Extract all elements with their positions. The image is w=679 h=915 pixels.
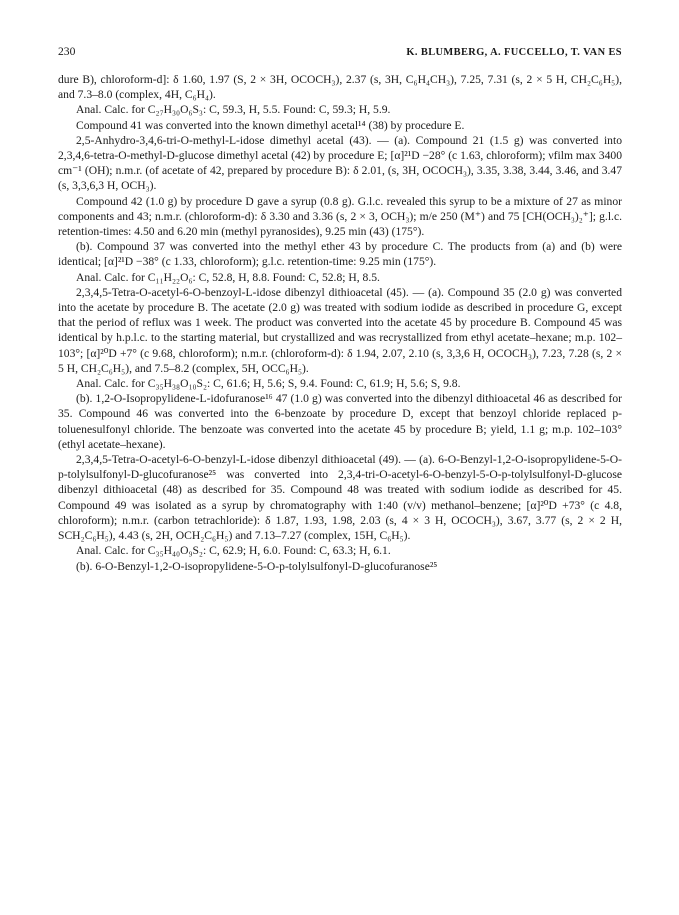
page-number: 230 [58,45,76,58]
analysis-line: Anal. Calc. for C₃₅H₃₈O₁₀S₂: C, 61.6; H, 5.6; S, 9.4. Found: C, 61.9; H, 5.6; S, 9.8. [76,377,461,391]
analysis-line: Anal. Calc. for C₃₅H₄₀O₉S₂: C, 62.9; H, 6.0. Found: C, 63.3; H, 6.1. [76,544,391,558]
running-head: K. BLUMBERG, A. FUCCELLO, T. VAN ES [406,47,622,58]
document-page [58,44,622,574]
paragraph-compound-43-a: 2,5-Anhydro-3,4,6-tri-O-methyl-L-idose dimethyl acetal (43). — (a). Compound 21 (1.5 g) was converted into 2,3,4,6-tetra-O-methyl-D-glucose dimethyl acetal (42) by procedure E; [α]²¹D −28° (c 1.63, chloroform); νfilm max 3400 cm⁻¹ (OH); n.m.r. (of acetate of 42, prepared by procedure B): δ 2.01, (s, 3H, OCOCH₃), 3.35, 3.38, 3.44, 3.46, and 3.47 (s, 3,3,6,3 H, OCH₃). [58,133,622,193]
paragraph-compound-45-a: 2,3,4,5-Tetra-O-acetyl-6-O-benzoyl-L-idose dibenzyl dithioacetal (45). — (a). Compound 35 (2.0 g) was converted into the acetate by procedure B. The acetate (2.0 g) was treated with sodium iodide as described in procedure G, except that the period of reflux was 1 week. The product was converted into the acetate 45 by procedure B. Compound 45 was identical by h.p.l.c. to the starting material, but crystallized and was recrystallized from ethyl acetate–hexane; m.p. 102–103°; [α]²⁰D +7° (c 9.68, chloroform); n.m.r. (chloroform-d): δ 1.94, 2.07, 2.10 (s, 3,3,6 H, OCOCH₃), 7.23, 7.28 (s, 2 × 5 H, CH₂C₆H₅), and 7.5–8.2 (complex, 5H, OCC₆H₅). [58,285,622,375]
paragraph-continuation: dure B), chloroform-d]: δ 1.60, 1.97 (S, 2 × 3H, OCOCH₃), 2.37 (s, 3H, C₆H₄CH₃), 7.25, 7.31 (s, 2 × 5 H, CH₂C₆H₅), and 7.3–8.0 (complex, 4H, C₆H₄). [58,73,622,102]
paragraph-compound-42: Compound 42 (1.0 g) by procedure D gave a syrup (0.8 g). G.l.c. revealed this syrup to be a mixture of 27 as minor components and 43; n.m.r. (chloroform-d): δ 3.30 and 3.36 (s, 2 × 3, OCH₃); m/e 250 (M⁺) and 75 [CH(OCH₃)₂⁺]; g.l.c. retention-times: 4.50 and 6.20 min (methyl pyranosides), 9.25 min (43) (175°). [58,194,622,239]
analysis-line: Anal. Calc. for C₂₇H₃₀O₆S₃: C, 59.3, H, 5.5. Found: C, 59.3; H, 5.9. [76,103,391,117]
paragraph-compound-43-b: (b). Compound 37 was converted into the methyl ether 43 by procedure C. The products from (a) and (b) were identical; [α]²¹D −38° (c 1.33, chloroform); g.l.c. retention-time: 9.25 min (175°). [58,240,622,269]
paragraph-compound-41: Compound 41 was converted into the known dimethyl acetal¹⁴ (38) by procedure E. [76,118,465,132]
paragraph-compound-49-a: 2,3,4,5-Tetra-O-acetyl-6-O-benzyl-L-idose dibenzyl dithioacetal (49). — (a). 6-O-Benzyl-1,2-O-isopropylidene-5-O-p-tolylsulfonyl-D-glucofuranose²⁵ was converted into 2,3,4-tri-O-acetyl-6-O-benzyl-5-O-p-tolylsulfonyl-D-glucose dibenzyl dithioacetal (48) as described for 35. Compound 48 was treated with sodium iodide as described for 45. Compound 49 was isolated as a syrup by chromatography with 1:40 (v/v) methanol–benzene; [α]²⁰D +73° (c 4.8, chloroform); n.m.r. (carbon tetrachloride): δ 1.87, 1.93, 1.98, 2.03 (s, 4 × 3 H, OCOCH₃), 3.67, 3.77 (s, 2 × 2 H, SCH₂C₆H₅), 4.43 (s, 2H, OCH₂C₆H₅) and 7.13–7.27 (complex, 15H, C₆H₅). [58,453,622,543]
analysis-line: Anal. Calc. for C₁₁H₂₂O₆: C, 52.8, H, 8.8. Found: C, 52.8; H, 8.5. [76,270,380,284]
paragraph-compound-45-b: (b). 1,2-O-Isopropylidene-L-idofuranose¹⁶ 47 (1.0 g) was converted into the dibenzyl dithioacetal 46 as described for 35. Compound 46 was converted into the 6-benzoate by procedure D, except that benzoyl chloride replaced p-toluenesulfonyl chloride. The benzoate was converted into the acetate 45 by procedure B; yield, 1.1 g; m.p. 102–103° (ethyl acetate–hexane). [58,392,622,451]
page-header [58,44,622,60]
paragraph-compound-49-b: (b). 6-O-Benzyl-1,2-O-isopropylidene-5-O-p-tolylsulfonyl-D-glucofuranose²⁵ [76,559,438,573]
